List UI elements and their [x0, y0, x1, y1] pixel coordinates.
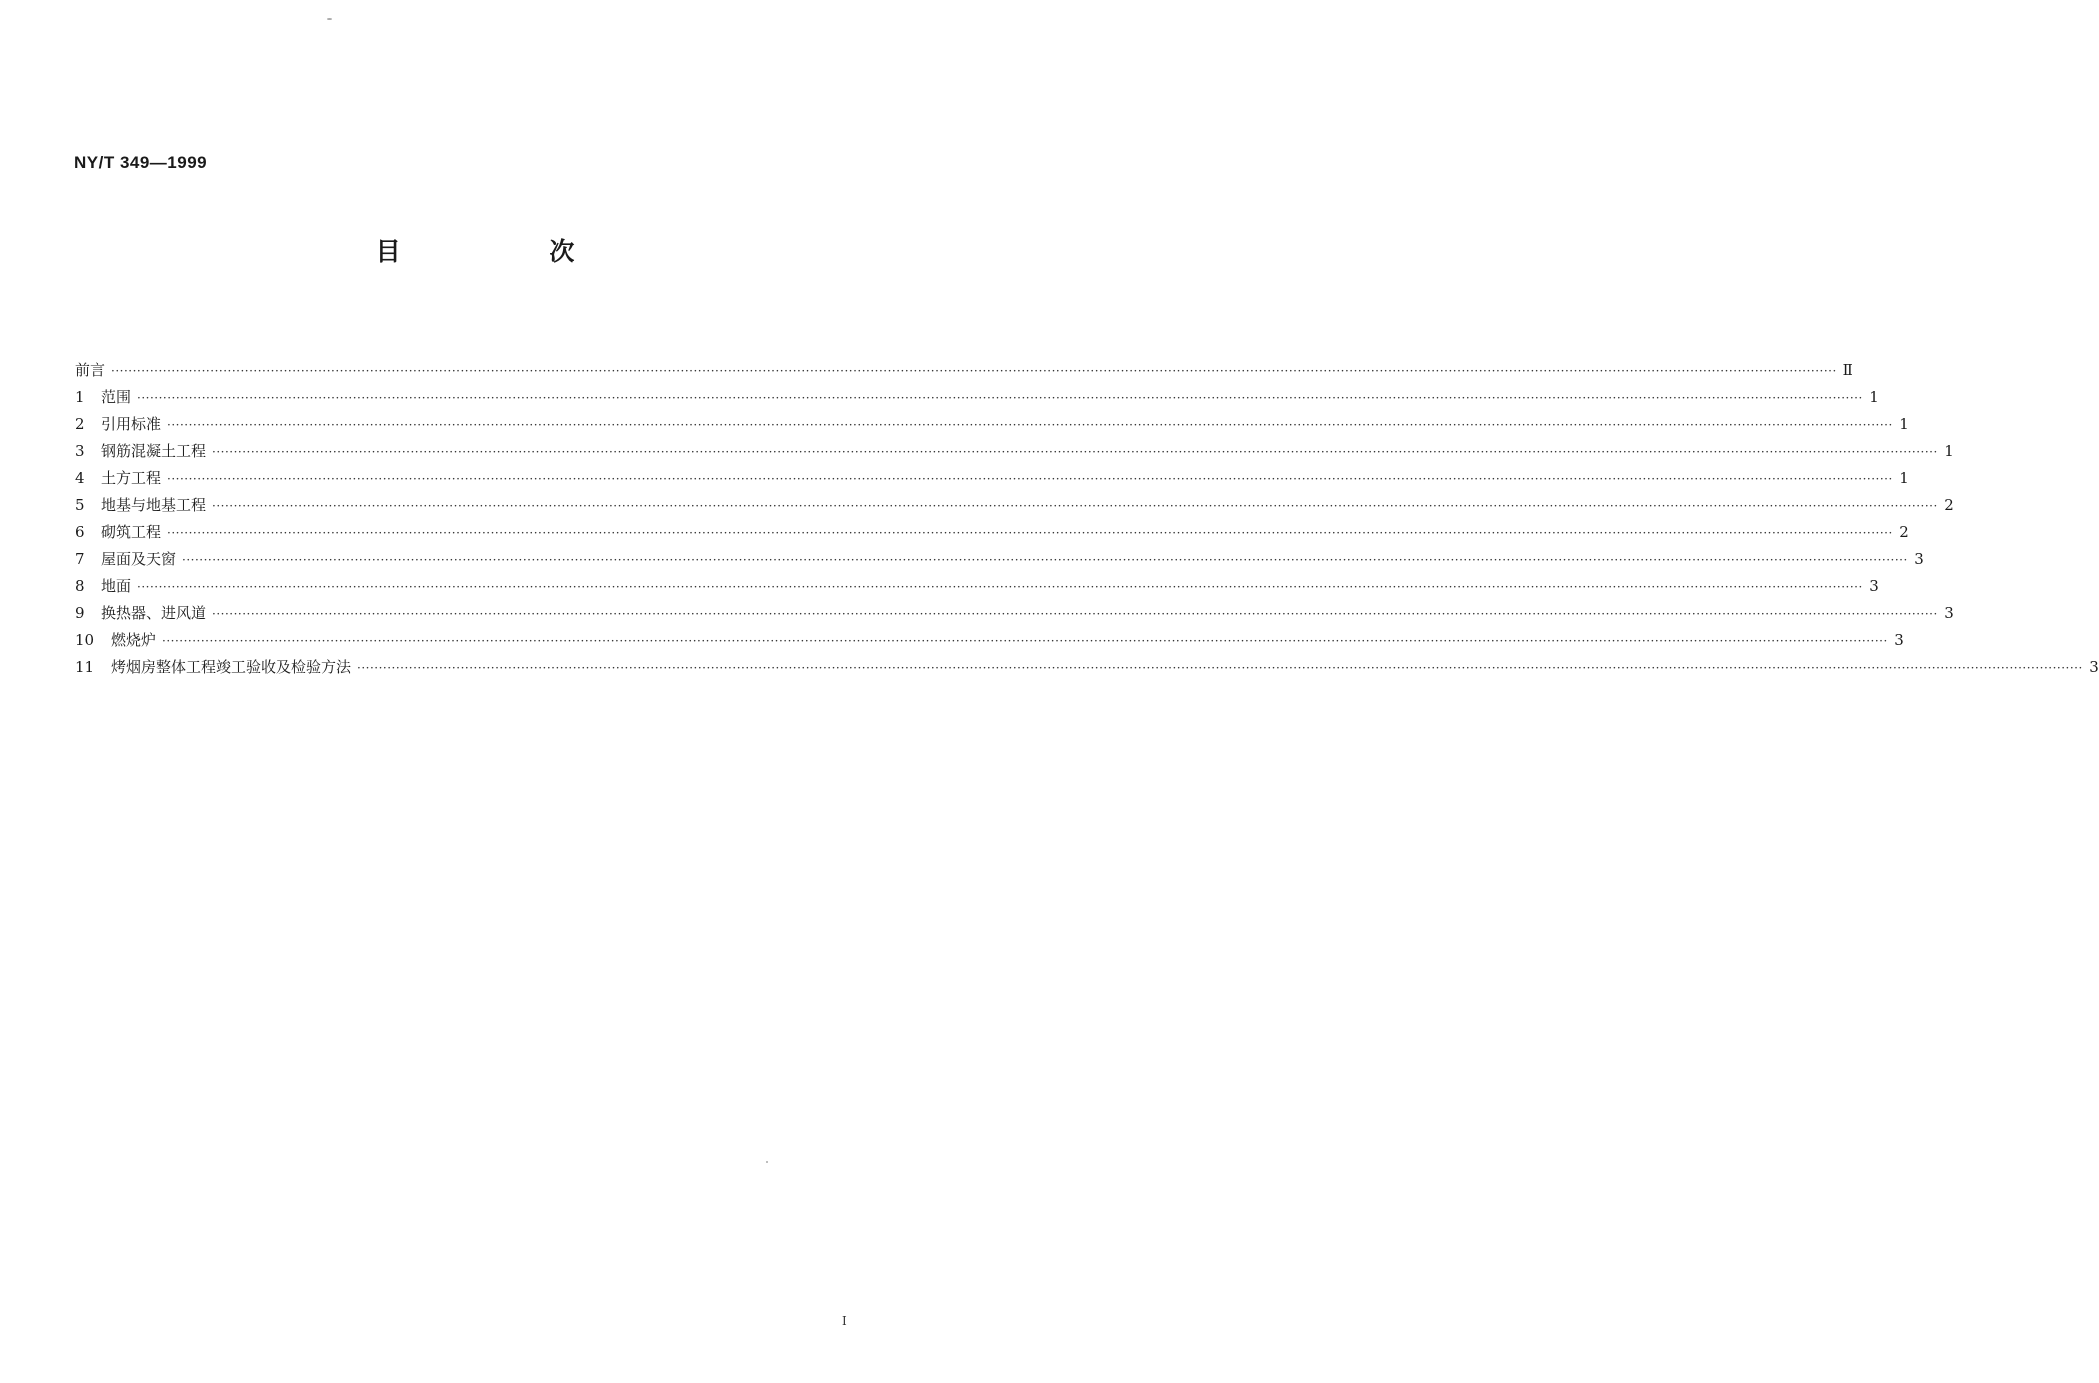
dot-leader: ················································································································································································································································································································································································································ — [111, 364, 1837, 378]
dot-leader: ················································································································································································································································································································································································································ — [212, 607, 1938, 621]
toc-entry-label: 燃烧炉 — [111, 631, 157, 649]
toc-entry-number: 6 — [75, 523, 85, 541]
toc-entry[interactable] — [75, 438, 1954, 465]
toc-entry-number: 7 — [75, 550, 85, 568]
toc-entry-page: 3 — [1869, 577, 1879, 595]
toc-entry-page: 1 — [1899, 469, 1909, 487]
toc-entry-label: 地面 — [101, 577, 132, 595]
dot-leader: ················································································································································································································································································································································································································ — [162, 634, 1888, 648]
dot-leader: ················································································································································································································································································································································································································ — [137, 580, 1863, 594]
toc-entry-page: 3 — [1944, 604, 1954, 622]
dot-leader: ················································································································································································································································································································································································································ — [167, 472, 1893, 486]
toc-entry[interactable] — [75, 411, 1909, 438]
toc-entry-label: 范围 — [101, 388, 132, 406]
dot-leader: ················································································································································································································································································································································································································ — [212, 445, 1938, 459]
toc-entry-page: Ⅱ — [1842, 361, 1853, 379]
toc-entry-page: 1 — [1869, 388, 1879, 406]
toc-entry-number: 9 — [75, 604, 85, 622]
toc-entry-label: 前言 — [75, 361, 106, 379]
toc-entry-number: 4 — [75, 469, 85, 487]
page-number: I — [842, 1314, 847, 1328]
scan-speck — [327, 18, 332, 20]
toc-entry-number: 10 — [75, 631, 95, 649]
toc-entry-label: 引用标准 — [101, 415, 162, 433]
toc-entry-page: 2 — [1944, 496, 1954, 514]
page-title: 目 次 — [375, 237, 645, 266]
toc-entry[interactable] — [75, 627, 1904, 654]
toc-entry-label: 钢筋混凝土工程 — [101, 442, 207, 460]
table-of-contents — [75, 357, 2099, 681]
toc-entry-number: 5 — [75, 496, 85, 514]
toc-entry-label: 地基与地基工程 — [101, 496, 207, 514]
toc-entry-number: 2 — [75, 415, 85, 433]
dot-leader: ················································································································································································································································································································································································································ — [212, 499, 1938, 513]
toc-entry[interactable] — [75, 600, 1954, 627]
toc-entry[interactable] — [75, 384, 1879, 411]
scan-speck — [766, 1161, 768, 1163]
toc-entry-page: 3 — [1894, 631, 1904, 649]
toc-entry[interactable] — [75, 519, 1909, 546]
dot-leader: ················································································································································································································································································································································································································ — [167, 418, 1893, 432]
toc-entry-label: 土方工程 — [101, 469, 162, 487]
dot-leader: ················································································································································································································································································································································································································ — [357, 661, 2083, 675]
dot-leader: ················································································································································································································································································································································································································ — [182, 553, 1908, 567]
toc-entry-page: 1 — [1944, 442, 1954, 460]
toc-entry-label: 换热器、进风道 — [101, 604, 207, 622]
toc-entry[interactable] — [75, 573, 1879, 600]
toc-entry-label: 屋面及天窗 — [101, 550, 177, 568]
toc-entry-number: 1 — [75, 388, 85, 406]
toc-entry-page: 1 — [1899, 415, 1909, 433]
toc-entry[interactable] — [75, 492, 1954, 519]
toc-entry-page: 3 — [2089, 658, 2099, 676]
toc-entry[interactable] — [75, 654, 2099, 681]
toc-entry[interactable] — [75, 465, 1909, 492]
toc-entry[interactable] — [75, 546, 1924, 573]
toc-entry-page: 2 — [1899, 523, 1909, 541]
toc-entry[interactable] — [75, 357, 1853, 384]
dot-leader: ················································································································································································································································································································································································································ — [137, 391, 1863, 405]
toc-entry-number: 3 — [75, 442, 85, 460]
dot-leader: ················································································································································································································································································································································································································ — [167, 526, 1893, 540]
toc-entry-number: 8 — [75, 577, 85, 595]
toc-entry-number: 11 — [75, 658, 95, 676]
toc-entry-label: 烤烟房整体工程竣工验收及检验方法 — [111, 658, 352, 676]
toc-entry-label: 砌筑工程 — [101, 523, 162, 541]
standard-code: NY/T 349—1999 — [74, 153, 208, 172]
toc-entry-page: 3 — [1914, 550, 1924, 568]
